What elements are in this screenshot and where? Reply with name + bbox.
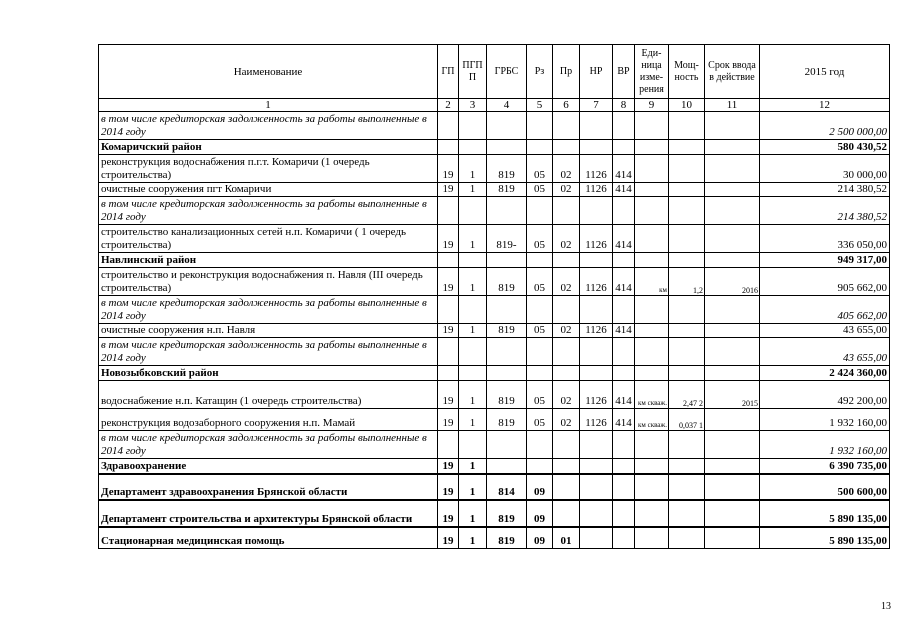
cell-name: строительство и реконструкция водоснабжения п. Навля (III очередь строительства) xyxy=(99,268,438,296)
cell-pgp: 1 xyxy=(459,324,487,338)
header-rz: Рз xyxy=(527,45,553,99)
header-year-2015: 2015 год xyxy=(760,45,890,99)
cell-nr xyxy=(580,197,613,225)
cell-capacity xyxy=(669,296,705,324)
cell-pr: 02 xyxy=(553,409,580,431)
cell-pgp xyxy=(459,140,487,155)
cell-vr: 414 xyxy=(613,381,635,409)
cell-grbs xyxy=(487,338,527,366)
cell-amount: 214 380,52 xyxy=(760,183,890,197)
header-vr: ВР xyxy=(613,45,635,99)
cell-name: Департамент здравоохранения Брянской области xyxy=(99,474,438,500)
cell-vr: 414 xyxy=(613,225,635,253)
cell-pgp xyxy=(459,253,487,268)
cell-pr xyxy=(553,112,580,140)
cell-pgp: 1 xyxy=(459,500,487,527)
cell-amount: 580 430,52 xyxy=(760,140,890,155)
cell-gp: 19 xyxy=(438,155,459,183)
cell-nr xyxy=(580,296,613,324)
cell-pr: 02 xyxy=(553,155,580,183)
cell-nr xyxy=(580,338,613,366)
cell-amount: 905 662,00 xyxy=(760,268,890,296)
table-row xyxy=(99,324,890,338)
table-row xyxy=(99,197,890,225)
cell-amount: 1 932 160,00 xyxy=(760,409,890,431)
cell-unit xyxy=(635,459,669,474)
cell-rz: 05 xyxy=(527,324,553,338)
cell-vr xyxy=(613,366,635,381)
cell-capacity: 2,47 2 xyxy=(669,381,705,409)
column-number: 3 xyxy=(459,99,487,112)
cell-rz xyxy=(527,296,553,324)
cell-capacity: 0,037 1 xyxy=(669,409,705,431)
cell-rz xyxy=(527,459,553,474)
cell-unit: км скваж. xyxy=(635,409,669,431)
cell-nr xyxy=(580,500,613,527)
column-number: 6 xyxy=(553,99,580,112)
cell-unit xyxy=(635,366,669,381)
column-numbers-row xyxy=(99,99,890,112)
cell-pgp xyxy=(459,112,487,140)
cell-grbs: 819 xyxy=(487,527,527,549)
cell-term xyxy=(705,324,760,338)
cell-rz: 05 xyxy=(527,155,553,183)
budget-table xyxy=(98,44,890,549)
cell-vr xyxy=(613,296,635,324)
cell-rz: 09 xyxy=(527,527,553,549)
header-pgp: ПГП П xyxy=(459,45,487,99)
column-number: 4 xyxy=(487,99,527,112)
cell-gp xyxy=(438,197,459,225)
cell-rz xyxy=(527,112,553,140)
table-body xyxy=(99,112,890,549)
cell-vr: 414 xyxy=(613,324,635,338)
table-row xyxy=(99,225,890,253)
cell-vr xyxy=(613,140,635,155)
cell-unit: км скваж. xyxy=(635,381,669,409)
cell-vr: 414 xyxy=(613,155,635,183)
cell-nr: 1126 xyxy=(580,225,613,253)
cell-pgp: 1 xyxy=(459,268,487,296)
cell-rz: 05 xyxy=(527,225,553,253)
cell-pr xyxy=(553,431,580,459)
cell-rz xyxy=(527,338,553,366)
cell-amount: 2 500 000,00 xyxy=(760,112,890,140)
cell-nr xyxy=(580,366,613,381)
cell-gp xyxy=(438,253,459,268)
header-unit: Еди-ница изме-рения xyxy=(635,45,669,99)
cell-grbs: 819 xyxy=(487,381,527,409)
table-row xyxy=(99,474,890,500)
cell-amount: 336 050,00 xyxy=(760,225,890,253)
cell-nr xyxy=(580,459,613,474)
cell-vr xyxy=(613,253,635,268)
cell-gp xyxy=(438,338,459,366)
table-row xyxy=(99,527,890,549)
cell-term xyxy=(705,527,760,549)
cell-gp xyxy=(438,112,459,140)
cell-term xyxy=(705,409,760,431)
cell-nr: 1126 xyxy=(580,155,613,183)
cell-unit: км xyxy=(635,268,669,296)
cell-term xyxy=(705,112,760,140)
cell-amount: 43 655,00 xyxy=(760,338,890,366)
cell-grbs xyxy=(487,431,527,459)
cell-gp: 19 xyxy=(438,500,459,527)
cell-unit xyxy=(635,296,669,324)
cell-amount: 1 932 160,00 xyxy=(760,431,890,459)
cell-pr xyxy=(553,296,580,324)
table-row xyxy=(99,253,890,268)
cell-gp: 19 xyxy=(438,474,459,500)
cell-pr xyxy=(553,197,580,225)
cell-term xyxy=(705,459,760,474)
cell-pgp xyxy=(459,366,487,381)
cell-capacity xyxy=(669,431,705,459)
cell-vr xyxy=(613,474,635,500)
cell-nr xyxy=(580,527,613,549)
cell-unit xyxy=(635,474,669,500)
table-row xyxy=(99,459,890,474)
cell-capacity xyxy=(669,338,705,366)
cell-unit xyxy=(635,155,669,183)
cell-term xyxy=(705,338,760,366)
cell-capacity xyxy=(669,197,705,225)
cell-vr: 414 xyxy=(613,268,635,296)
cell-pr: 02 xyxy=(553,183,580,197)
cell-nr: 1126 xyxy=(580,268,613,296)
cell-vr xyxy=(613,500,635,527)
cell-term xyxy=(705,183,760,197)
cell-rz: 09 xyxy=(527,500,553,527)
cell-term: 2015 xyxy=(705,381,760,409)
cell-amount: 5 890 135,00 xyxy=(760,527,890,549)
cell-pr: 02 xyxy=(553,381,580,409)
cell-name: в том числе кредиторская задолженность за работы выполненные в 2014 году xyxy=(99,296,438,324)
cell-grbs: 819- xyxy=(487,225,527,253)
cell-term xyxy=(705,296,760,324)
cell-vr xyxy=(613,431,635,459)
cell-gp: 19 xyxy=(438,527,459,549)
table-row xyxy=(99,381,890,409)
cell-capacity xyxy=(669,140,705,155)
cell-grbs: 819 xyxy=(487,155,527,183)
header-nr: НР xyxy=(580,45,613,99)
cell-grbs: 819 xyxy=(487,409,527,431)
cell-vr xyxy=(613,459,635,474)
cell-name: Комаричский район xyxy=(99,140,438,155)
column-number: 10 xyxy=(669,99,705,112)
cell-capacity xyxy=(669,459,705,474)
cell-capacity: 1,2 xyxy=(669,268,705,296)
cell-amount: 500 600,00 xyxy=(760,474,890,500)
cell-pr xyxy=(553,366,580,381)
cell-rz xyxy=(527,140,553,155)
cell-gp: 19 xyxy=(438,225,459,253)
cell-pr: 02 xyxy=(553,225,580,253)
budget-table-sheet xyxy=(98,44,889,549)
cell-grbs: 819 xyxy=(487,268,527,296)
cell-grbs xyxy=(487,197,527,225)
cell-nr: 1126 xyxy=(580,381,613,409)
cell-gp: 19 xyxy=(438,459,459,474)
cell-amount: 2 424 360,00 xyxy=(760,366,890,381)
cell-term xyxy=(705,225,760,253)
cell-pgp xyxy=(459,338,487,366)
cell-gp xyxy=(438,366,459,381)
table-row xyxy=(99,431,890,459)
cell-name: в том числе кредиторская задолженность за работы выполненные в 2014 году xyxy=(99,431,438,459)
cell-pgp: 1 xyxy=(459,459,487,474)
cell-unit xyxy=(635,225,669,253)
cell-vr xyxy=(613,338,635,366)
cell-unit xyxy=(635,324,669,338)
cell-nr xyxy=(580,474,613,500)
cell-rz xyxy=(527,197,553,225)
cell-grbs: 819 xyxy=(487,324,527,338)
cell-rz: 05 xyxy=(527,381,553,409)
column-number: 7 xyxy=(580,99,613,112)
cell-nr: 1126 xyxy=(580,324,613,338)
cell-capacity xyxy=(669,183,705,197)
cell-term xyxy=(705,197,760,225)
cell-name: Департамент строительства и архитектуры Брянской области xyxy=(99,500,438,527)
cell-pgp: 1 xyxy=(459,381,487,409)
cell-vr: 414 xyxy=(613,183,635,197)
cell-term xyxy=(705,366,760,381)
cell-term xyxy=(705,500,760,527)
cell-amount: 405 662,00 xyxy=(760,296,890,324)
cell-name: Навлинский район xyxy=(99,253,438,268)
cell-vr xyxy=(613,527,635,549)
cell-capacity xyxy=(669,366,705,381)
cell-capacity xyxy=(669,500,705,527)
cell-amount: 30 000,00 xyxy=(760,155,890,183)
cell-grbs xyxy=(487,296,527,324)
cell-pgp xyxy=(459,431,487,459)
cell-name: реконструкция водоснабжения п.г.т. Комаричи (1 очередь строительства) xyxy=(99,155,438,183)
cell-rz: 05 xyxy=(527,268,553,296)
cell-capacity xyxy=(669,474,705,500)
cell-gp: 19 xyxy=(438,381,459,409)
header-row xyxy=(99,45,890,99)
table-row xyxy=(99,296,890,324)
cell-pr xyxy=(553,474,580,500)
cell-capacity xyxy=(669,253,705,268)
cell-pgp: 1 xyxy=(459,225,487,253)
cell-gp: 19 xyxy=(438,183,459,197)
cell-pgp: 1 xyxy=(459,155,487,183)
cell-grbs xyxy=(487,459,527,474)
cell-amount: 492 200,00 xyxy=(760,381,890,409)
column-number: 2 xyxy=(438,99,459,112)
cell-nr xyxy=(580,431,613,459)
cell-pr: 02 xyxy=(553,324,580,338)
cell-rz: 09 xyxy=(527,474,553,500)
cell-pgp: 1 xyxy=(459,409,487,431)
cell-vr: 414 xyxy=(613,409,635,431)
table-row xyxy=(99,338,890,366)
table-row xyxy=(99,409,890,431)
header-pr: Пр xyxy=(553,45,580,99)
table-row xyxy=(99,500,890,527)
cell-unit xyxy=(635,197,669,225)
cell-name: Стационарная медицинская помощь xyxy=(99,527,438,549)
cell-pr: 02 xyxy=(553,268,580,296)
table-row xyxy=(99,268,890,296)
cell-name: в том числе кредиторская задолженность за работы выполненные в 2014 году xyxy=(99,197,438,225)
cell-pgp: 1 xyxy=(459,183,487,197)
cell-pr xyxy=(553,338,580,366)
cell-unit xyxy=(635,431,669,459)
header-gp: ГП xyxy=(438,45,459,99)
cell-rz: 05 xyxy=(527,183,553,197)
cell-name: водоснабжение н.п. Катащин (1 очередь строительства) xyxy=(99,381,438,409)
column-number: 9 xyxy=(635,99,669,112)
cell-unit xyxy=(635,500,669,527)
column-number: 11 xyxy=(705,99,760,112)
cell-nr xyxy=(580,112,613,140)
cell-term xyxy=(705,431,760,459)
cell-gp: 19 xyxy=(438,268,459,296)
cell-amount: 43 655,00 xyxy=(760,324,890,338)
cell-name: Новозыбковский район xyxy=(99,366,438,381)
column-number: 12 xyxy=(760,99,890,112)
cell-rz xyxy=(527,431,553,459)
cell-capacity xyxy=(669,112,705,140)
cell-capacity xyxy=(669,324,705,338)
cell-gp: 19 xyxy=(438,324,459,338)
cell-pr: 01 xyxy=(553,527,580,549)
cell-term xyxy=(705,155,760,183)
cell-vr xyxy=(613,197,635,225)
cell-name: Здравоохранение xyxy=(99,459,438,474)
cell-gp xyxy=(438,296,459,324)
table-row xyxy=(99,112,890,140)
cell-unit xyxy=(635,527,669,549)
column-number: 1 xyxy=(99,99,438,112)
column-number: 8 xyxy=(613,99,635,112)
cell-nr: 1126 xyxy=(580,409,613,431)
cell-grbs: 819 xyxy=(487,183,527,197)
cell-gp: 19 xyxy=(438,409,459,431)
cell-nr: 1126 xyxy=(580,183,613,197)
cell-grbs: 814 xyxy=(487,474,527,500)
cell-pgp: 1 xyxy=(459,474,487,500)
cell-rz: 05 xyxy=(527,409,553,431)
cell-amount: 949 317,00 xyxy=(760,253,890,268)
cell-name: реконструкция водозаборного сооружения н.п. Мамай xyxy=(99,409,438,431)
cell-pr xyxy=(553,500,580,527)
cell-grbs xyxy=(487,253,527,268)
cell-gp xyxy=(438,431,459,459)
cell-name: в том числе кредиторская задолженность за работы выполненные в 2014 году xyxy=(99,338,438,366)
cell-term xyxy=(705,253,760,268)
table-row xyxy=(99,366,890,381)
cell-pgp xyxy=(459,296,487,324)
cell-pgp: 1 xyxy=(459,527,487,549)
cell-grbs: 819 xyxy=(487,500,527,527)
cell-pgp xyxy=(459,197,487,225)
cell-amount: 214 380,52 xyxy=(760,197,890,225)
page-number: 13 xyxy=(881,601,891,612)
column-number: 5 xyxy=(527,99,553,112)
cell-grbs xyxy=(487,366,527,381)
cell-capacity xyxy=(669,225,705,253)
cell-vr xyxy=(613,112,635,140)
cell-pr xyxy=(553,459,580,474)
table-row xyxy=(99,183,890,197)
table-row xyxy=(99,155,890,183)
header-term: Срок ввода в действие xyxy=(705,45,760,99)
cell-nr xyxy=(580,140,613,155)
cell-pr xyxy=(553,140,580,155)
cell-unit xyxy=(635,338,669,366)
cell-grbs xyxy=(487,140,527,155)
cell-term xyxy=(705,140,760,155)
cell-grbs xyxy=(487,112,527,140)
cell-unit xyxy=(635,112,669,140)
cell-amount: 6 390 735,00 xyxy=(760,459,890,474)
cell-name: очистные сооружения пгт Комаричи xyxy=(99,183,438,197)
cell-gp xyxy=(438,140,459,155)
cell-term xyxy=(705,474,760,500)
cell-name: в том числе кредиторская задолженность за работы выполненные в 2014 году xyxy=(99,112,438,140)
cell-unit xyxy=(635,253,669,268)
cell-rz xyxy=(527,366,553,381)
header-capacity: Мощ-ность xyxy=(669,45,705,99)
header-name: Наименование xyxy=(99,45,438,99)
cell-term: 2016 xyxy=(705,268,760,296)
cell-unit xyxy=(635,183,669,197)
cell-rz xyxy=(527,253,553,268)
cell-unit xyxy=(635,140,669,155)
cell-amount: 5 890 135,00 xyxy=(760,500,890,527)
table-row xyxy=(99,140,890,155)
cell-pr xyxy=(553,253,580,268)
cell-capacity xyxy=(669,527,705,549)
cell-capacity xyxy=(669,155,705,183)
cell-nr xyxy=(580,253,613,268)
cell-name: строительство канализационных сетей н.п. Комаричи ( 1 очередь строительства) xyxy=(99,225,438,253)
cell-name: очистные сооружения н.п. Навля xyxy=(99,324,438,338)
header-grbs: ГРБС xyxy=(487,45,527,99)
